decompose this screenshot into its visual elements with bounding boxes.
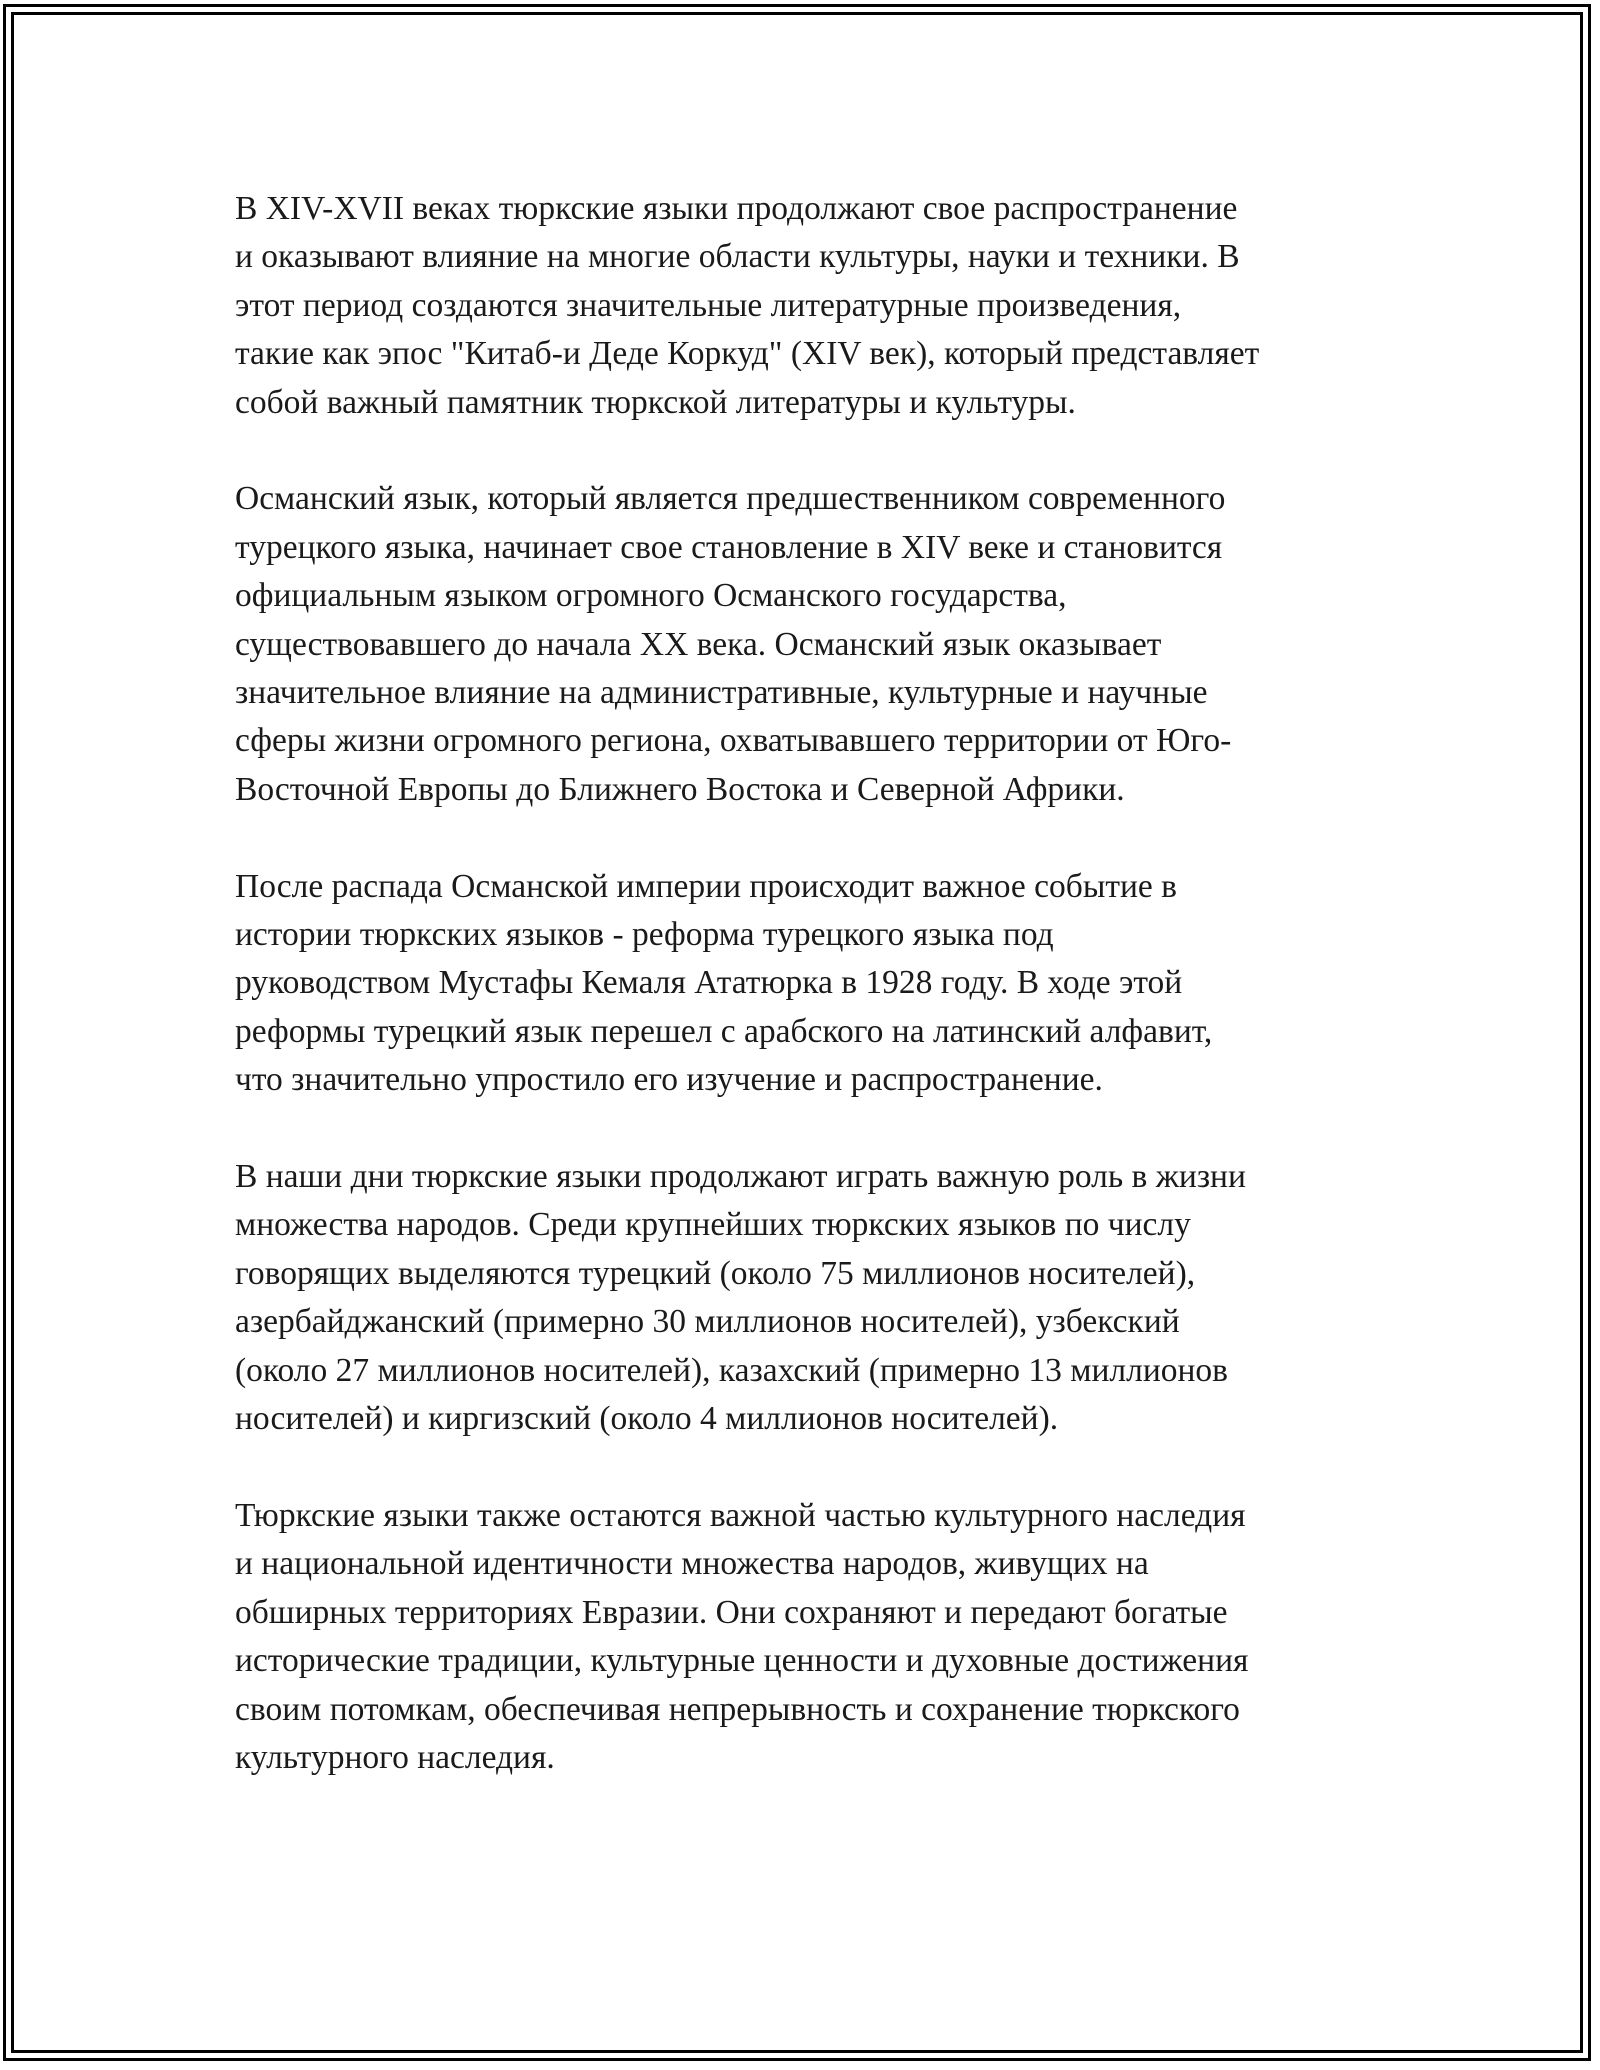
text-line: существовавшего до начала XX века. Османский язык оказывает [235,625,1162,663]
text-line: Тюркские языки также остаются важной частью культурного наследия [235,1496,1246,1534]
text-line: множества народов. Среди крупнейших тюркских языков по числу [235,1206,1191,1244]
text-line: сферы жизни огромного региона, охватывавшего территории от Юго- [235,722,1232,760]
text-line: официальным языком огромного Османского государства, [235,577,1067,615]
text-line: истории тюркских языков - реформа турецкого языка под [235,916,1054,954]
text-line: этот период создаются значительные литературные произведения, [235,286,1182,324]
text-line: (около 27 миллионов носителей), казахский (примерно 13 миллионов [235,1351,1228,1389]
text-line: значительное влияние на административные, культурные и научные [235,674,1208,712]
text-line: что значительно упростило его изучение и распространение. [235,1061,1103,1099]
paragraph [235,185,1385,427]
text-line: После распада Османской империи происходит важное событие в [235,867,1177,905]
text-line: В XIV-XVII веках тюркские языки продолжают свое распространение [235,190,1238,227]
paragraph [235,1153,1385,1443]
text-line: азербайджанский (примерно 30 миллионов носителей), узбекский [235,1303,1180,1341]
text-line: исторические традиции, культурные ценности и духовные достижения [235,1642,1249,1680]
paragraph [235,1492,1385,1782]
text-line: Османский язык, который является предшественником современного [235,480,1226,518]
text-line: и национальной идентичности множества народов, живущих на [235,1545,1149,1583]
text-line: В наши дни тюркские языки продолжают играть важную роль в жизни [235,1158,1246,1196]
text-line: Восточной Европы до Ближнего Востока и Северной Африки. [235,770,1125,808]
text-line: говорящих выделяются турецкий (около 75 миллионов носителей), [235,1254,1196,1292]
text-line: и оказывают влияние на многие области культуры, науки и техники. В [235,238,1240,276]
text-line: своим потомкам, обеспечивая непрерывность и сохранение тюркского [235,1690,1240,1728]
text-line: руководством Мустафы Кемаля Ататюрка в 1928 году. В ходе этой [235,964,1183,1002]
text-line: обширных территориях Евразии. Они сохраняют и передают богатые [235,1593,1228,1631]
text-line: носителей) и киргизский (около 4 миллионов носителей). [235,1400,1059,1438]
text-line: такие как эпос "Китаб-и Деде Коркуд" (XIV век), который представляет [235,335,1260,373]
paragraph [235,475,1385,814]
text-line: реформы турецкий язык перешел с арабского на латинский алфавит, [235,1012,1213,1050]
text-line: культурного наследия. [235,1738,555,1776]
text-line: турецкого языка, начинает свое становление в XIV веке и становится [235,528,1223,566]
text-line: собой важный памятник тюркской литературы и культуры. [235,383,1076,421]
document-body [235,185,1385,1831]
paragraph [235,863,1385,1105]
